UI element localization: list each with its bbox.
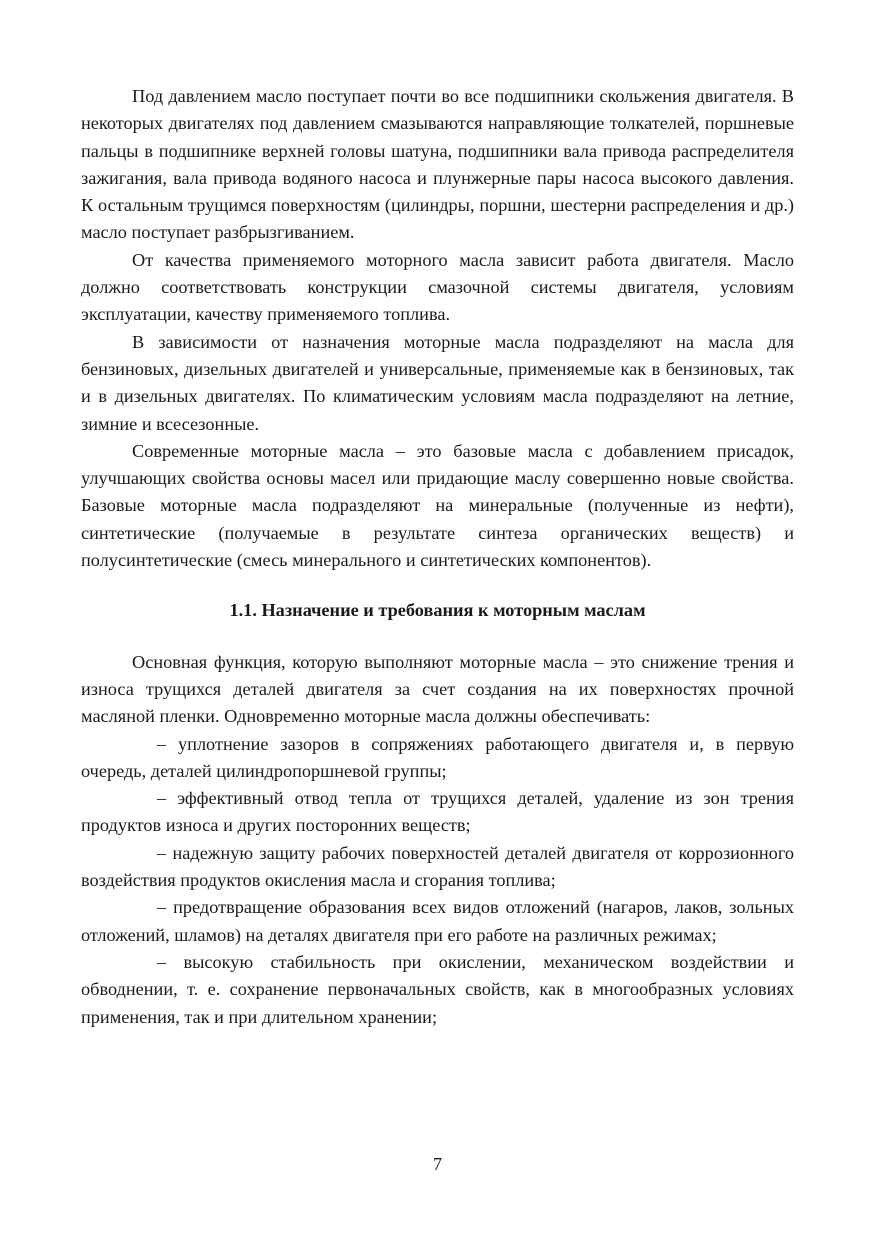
page-number: 7	[433, 1154, 442, 1174]
paragraph-main-function: Основная функция, которую выполняют моторные масла – это снижение трения и износа трущихся деталей двигателя за счет создания на их поверхностях прочной масляной пленки. Одновременно моторные масла должны обеспечивать:	[81, 651, 794, 727]
paragraph-oil-classification: В зависимости от назначения моторные масла подразделяют на масла для бензиновых, дизельных двигателей и универсальные, применяемые как в бензиновых, так и в дизельных двигателях. По климатическим условиям масла подразделяют на летние, зимние и всесезонные.	[81, 331, 794, 434]
list-item: – надежную защиту рабочих поверхностей деталей двигателя от коррозионного воздействия продуктов окисления масла и сгорания топлива;	[81, 842, 794, 891]
section-heading: 1.1. Назначение и требования к моторным маслам	[229, 600, 646, 621]
page-body	[81, 83, 794, 1031]
list-item: – предотвращение образования всех видов отложений (нагаров, лаков, зольных отложений, шламов) на деталях двигателя при его работе на различных режимах;	[81, 897, 794, 945]
paragraph-oil-pressure: Под давлением масло поступает почти во все подшипники скольжения двигателя. В некоторых двигателях под давлением смазываются направляющие толкателей, поршневые пальцы в подшипнике верхней головы шатуна, подшипники вала привода распределителя зажигания, вала привода водяного насоса и плунжерные пары насоса высокого давления. К остальным трущимся поверхностям (цилиндры, поршни, шестерни распределения и др.) масло поступает разбрызгиванием.	[81, 86, 794, 243]
list-item: – уплотнение зазоров в сопряжениях работающего двигателя и, в первую очередь, деталей цилиндропоршневой группы;	[81, 733, 794, 781]
list-item: – эффективный отвод тепла от трущихся деталей, удаление из зон трения продуктов износа и других посторонних веществ;	[81, 788, 794, 836]
list-item: – высокую стабильность при окислении, механическом воздействии и обводнении, т. е. сохранение первоначальных свойств, как в многообразных условиях применения, так и при длительном хранении;	[81, 951, 794, 1027]
paragraph-base-oils: Современные моторные масла – это базовые масла с добавлением присадок, улучшающих свойства основы масел или придающие маслу совершенно новые свойства. Базовые моторные масла подразделяют на минеральные (полученные из нефти), синтетические (получаемые в результате синтеза органических веществ) и полусинтетические (смесь минерального и синтетических компонентов).	[81, 440, 794, 571]
paragraph-oil-quality: От качества применяемого моторного масла зависит работа двигателя. Масло должно соответствовать конструкции смазочной системы двигателя, условиям эксплуатации, качеству применяемого топлива.	[81, 249, 794, 325]
